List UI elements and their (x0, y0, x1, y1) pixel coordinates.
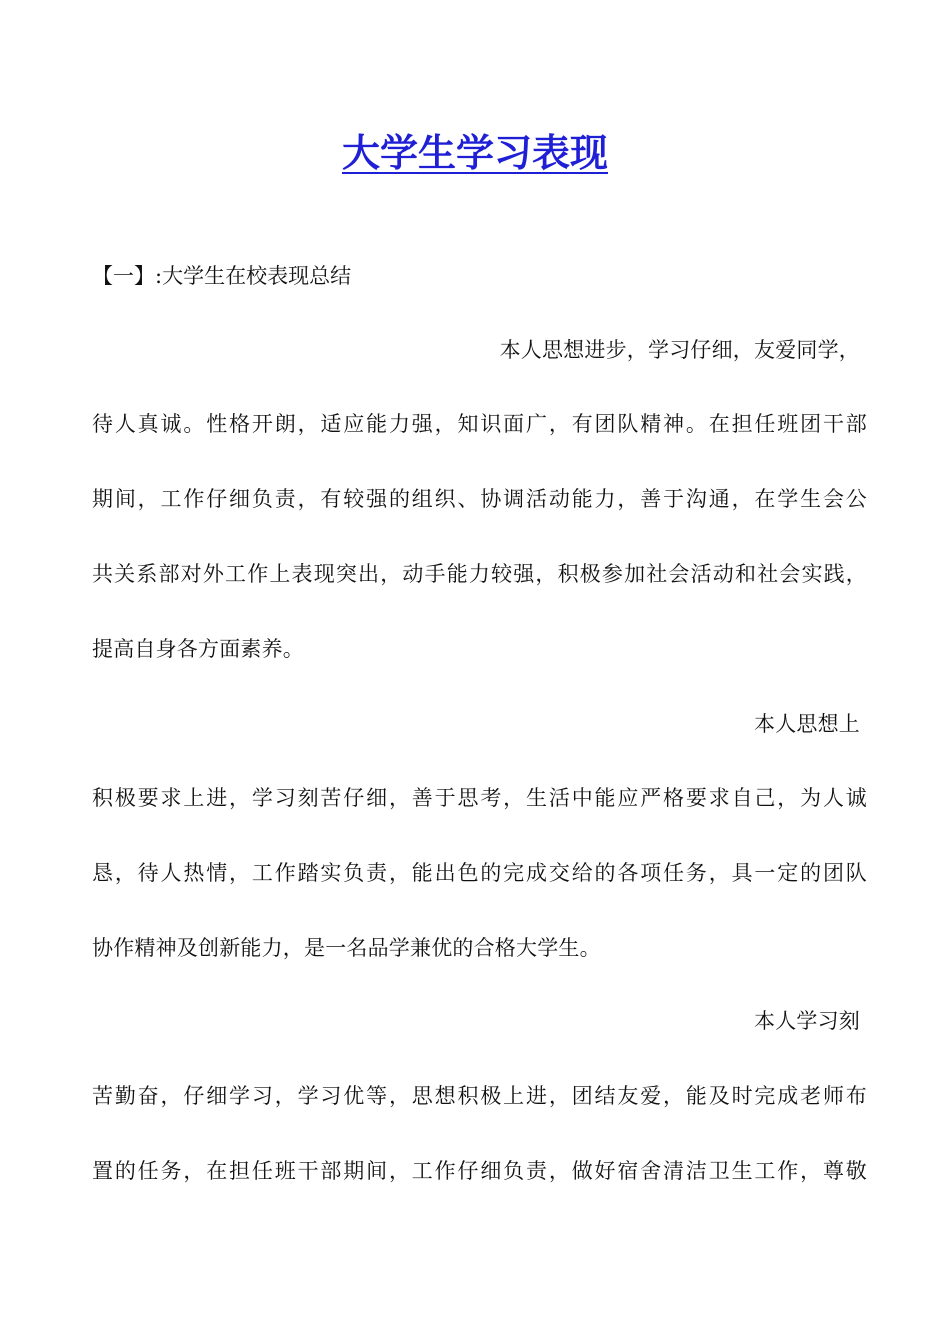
paragraph-1-line-5: 提高自身各方面素养。 (92, 637, 304, 661)
section-heading: 【一】:大学生在校表现总结 (92, 264, 352, 288)
document-title: 大学生学习表现 (341, 131, 608, 175)
paragraph-3-line-1: 本人学习刻 (754, 1009, 860, 1033)
paragraph-1-line-1: 本人思想进步，学习仔细，友爱同学， (499, 338, 860, 362)
paragraph-1-line-3: 期间，工作仔细负责，有较强的组织、协调活动能力，善于沟通，在学生会公 (92, 487, 867, 511)
paragraph-3-line-3: 置的任务，在担任班干部期间，工作仔细负责，做好宿舍清洁卫生工作，尊敬 (92, 1159, 867, 1183)
paragraph-1-line-4: 共关系部对外工作上表现突出，动手能力较强，积极参加社会活动和社会实践， (92, 562, 867, 586)
paragraph-2-line-1: 本人思想上 (754, 712, 860, 736)
paragraph-1-line-2: 待人真诚。性格开朗，适应能力强，知识面广，有团队精神。在担任班团干部 (92, 412, 867, 436)
paragraph-2-line-2: 积极要求上进，学习刻苦仔细，善于思考，生活中能应严格要求自己，为人诚 (92, 786, 867, 810)
paragraph-2-line-4: 协作精神及创新能力，是一名品学兼优的合格大学生。 (92, 936, 601, 960)
paragraph-2-line-3: 恳，待人热情，工作踏实负责，能出色的完成交给的各项任务，具一定的团队 (92, 861, 867, 885)
paragraph-3-line-2: 苦勤奋，仔细学习，学习优等，思想积极上进，团结友爱，能及时完成老师布 (92, 1084, 867, 1108)
